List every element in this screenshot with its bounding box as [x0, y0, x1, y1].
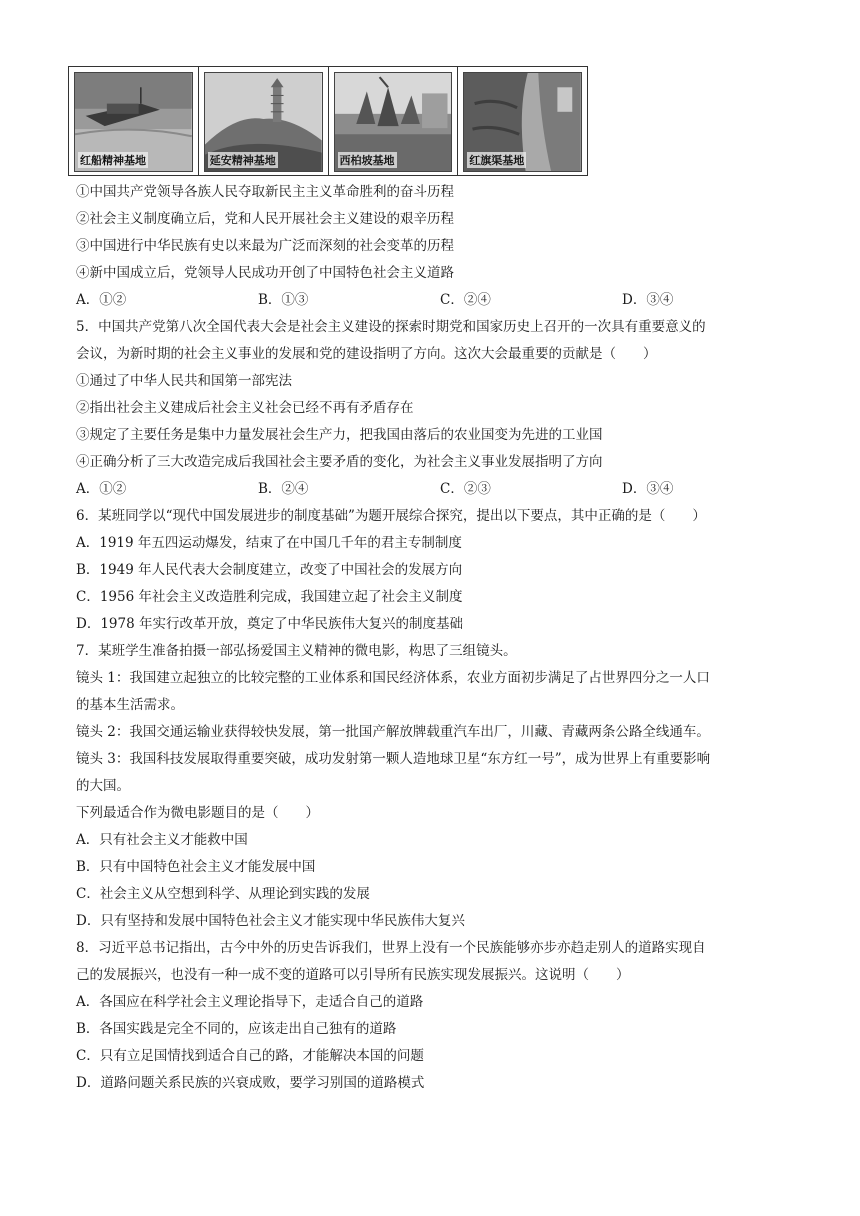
q7-option-a[interactable]: A．只有社会主义才能救中国 [76, 832, 248, 848]
q6-option-a[interactable]: A．1919 年五四运动爆发，结束了在中国几千年的君主专制制度 [76, 535, 462, 551]
q5-option-a[interactable]: A．①② [76, 481, 127, 497]
yanan-pagoda-photo [204, 72, 323, 172]
q5-statement-3: ③规定了主要任务是集中力量发展社会生产力，把我国由落后的农业国变为先进的工业国 [76, 427, 603, 443]
q5-statement-1: ①通过了中华人民共和国第一部宪法 [76, 373, 292, 389]
photo-caption: 红船精神基地 [80, 154, 146, 167]
q8-option-b[interactable]: B．各国实践是完全不同的，应该走出自己独有的道路 [76, 1021, 397, 1037]
q5-statement-4: ④正确分析了三大改造完成后我国社会主要矛盾的变化，为社会主义事业发展指明了方向 [76, 454, 603, 470]
photo-cell-hongqiqu [458, 67, 587, 175]
q5-stem-line-1: 5．中国共产党第八次全国代表大会是社会主义建设的探索时期党和国家历史上召开的一次具有重要意义的 [76, 319, 706, 335]
q4-options [76, 287, 806, 314]
q4-statement-2: ②社会主义制度确立后，党和人民开展社会主义建设的艰辛历程 [76, 211, 454, 227]
photo-caption: 西柏坡基地 [339, 154, 395, 167]
photo-caption: 延安精神基地 [209, 154, 276, 167]
q8-option-c[interactable]: C．只有立足国情找到适合自己的路，才能解决本国的问题 [76, 1048, 424, 1064]
xibaipo-statue-photo [334, 72, 453, 172]
q8-stem-line-2: 己的发展振兴，也没有一种一成不变的道路可以引导所有民族实现发展振兴。这说明（ ） [76, 967, 630, 983]
q8-option-a[interactable]: A．各国应在科学社会主义理论指导下，走适合自己的道路 [76, 994, 424, 1010]
q5-option-d[interactable]: D．③④ [622, 481, 674, 497]
q7-shot-2: 镜头 2：我国交通运输业获得较快发展，第一批国产解放牌载重汽车出厂，川藏、青藏两条公路全线通车。 [76, 724, 710, 740]
q7-option-d[interactable]: D．只有坚持和发展中国特色社会主义才能实现中华民族伟大复兴 [76, 913, 465, 929]
q4-statement-4: ④新中国成立后，党领导人民成功开创了中国特色社会主义道路 [76, 265, 454, 281]
photo-cell-xibaipo [329, 67, 459, 175]
q5-option-c[interactable]: C．②③ [440, 481, 491, 497]
photo-caption: 红旗渠基地 [469, 154, 525, 167]
q6-option-d[interactable]: D．1978 年实行改革开放，奠定了中华民族伟大复兴的制度基础 [76, 616, 463, 632]
q8-stem-line-1: 8．习近平总书记指出，古今中外的历史告诉我们，世界上没有一个民族能够亦步亦趋走别人的道路实现自 [76, 940, 706, 956]
q8-option-d[interactable]: D．道路问题关系民族的兴衰成败，要学习别国的道路模式 [76, 1075, 425, 1091]
photo-cell-yanan [199, 67, 329, 175]
q4-option-b[interactable]: B．①③ [258, 292, 309, 308]
q5-statement-2: ②指出社会主义建成后社会主义社会已经不再有矛盾存在 [76, 400, 414, 416]
q7-option-b[interactable]: B．只有中国特色社会主义才能发展中国 [76, 859, 316, 875]
q7-shot-1-line-2: 的基本生活需求。 [76, 697, 184, 713]
q6-stem: 6．某班同学以“现代中国发展进步的制度基础”为题开展综合探究，提出以下要点，其中正确的是（ ） [76, 508, 706, 524]
q7-ask: 下列最适合作为微电影题目的是（ ） [76, 805, 319, 821]
q5-stem-line-2: 会议，为新时期的社会主义事业的发展和党的建设指明了方向。这次大会最重要的贡献是（ ） [76, 346, 657, 362]
photo-strip [68, 66, 588, 176]
q4-option-a[interactable]: A．①② [76, 292, 127, 308]
q6-option-c[interactable]: C．1956 年社会主义改造胜利完成，我国建立起了社会主义制度 [76, 589, 463, 605]
q7-shot-3-line-1: 镜头 3：我国科技发展取得重要突破，成功发射第一颗人造地球卫星“东方红一号”，成为世界上有重要影响 [76, 751, 711, 767]
photo-cell-red-boat [69, 67, 199, 175]
q5-option-b[interactable]: B．②④ [258, 481, 309, 497]
q6-option-b[interactable]: B．1949 年人民代表大会制度建立，改变了中国社会的发展方向 [76, 562, 463, 578]
q7-shot-1-line-1: 镜头 1：我国建立起独立的比较完整的工业体系和国民经济体系，农业方面初步满足了占世界四分之一人口 [76, 670, 710, 686]
q4-option-d[interactable]: D．③④ [622, 292, 674, 308]
red-boat-photo [74, 72, 193, 172]
q7-shot-3-line-2: 的大国。 [76, 778, 130, 794]
q7-stem: 7．某班学生准备拍摄一部弘扬爱国主义精神的微电影，构思了三组镜头。 [76, 643, 517, 659]
q4-option-c[interactable]: C．②④ [440, 292, 491, 308]
q4-statement-3: ③中国进行中华民族有史以来最为广泛而深刻的社会变革的历程 [76, 238, 454, 254]
q7-option-c[interactable]: C．社会主义从空想到科学、从理论到实践的发展 [76, 886, 370, 902]
q5-options [76, 476, 806, 503]
question-text-block [76, 179, 806, 1097]
q4-statement-1: ①中国共产党领导各族人民夺取新民主主义革命胜利的奋斗历程 [76, 184, 454, 200]
hongqiqu-cliff-photo [463, 72, 582, 172]
